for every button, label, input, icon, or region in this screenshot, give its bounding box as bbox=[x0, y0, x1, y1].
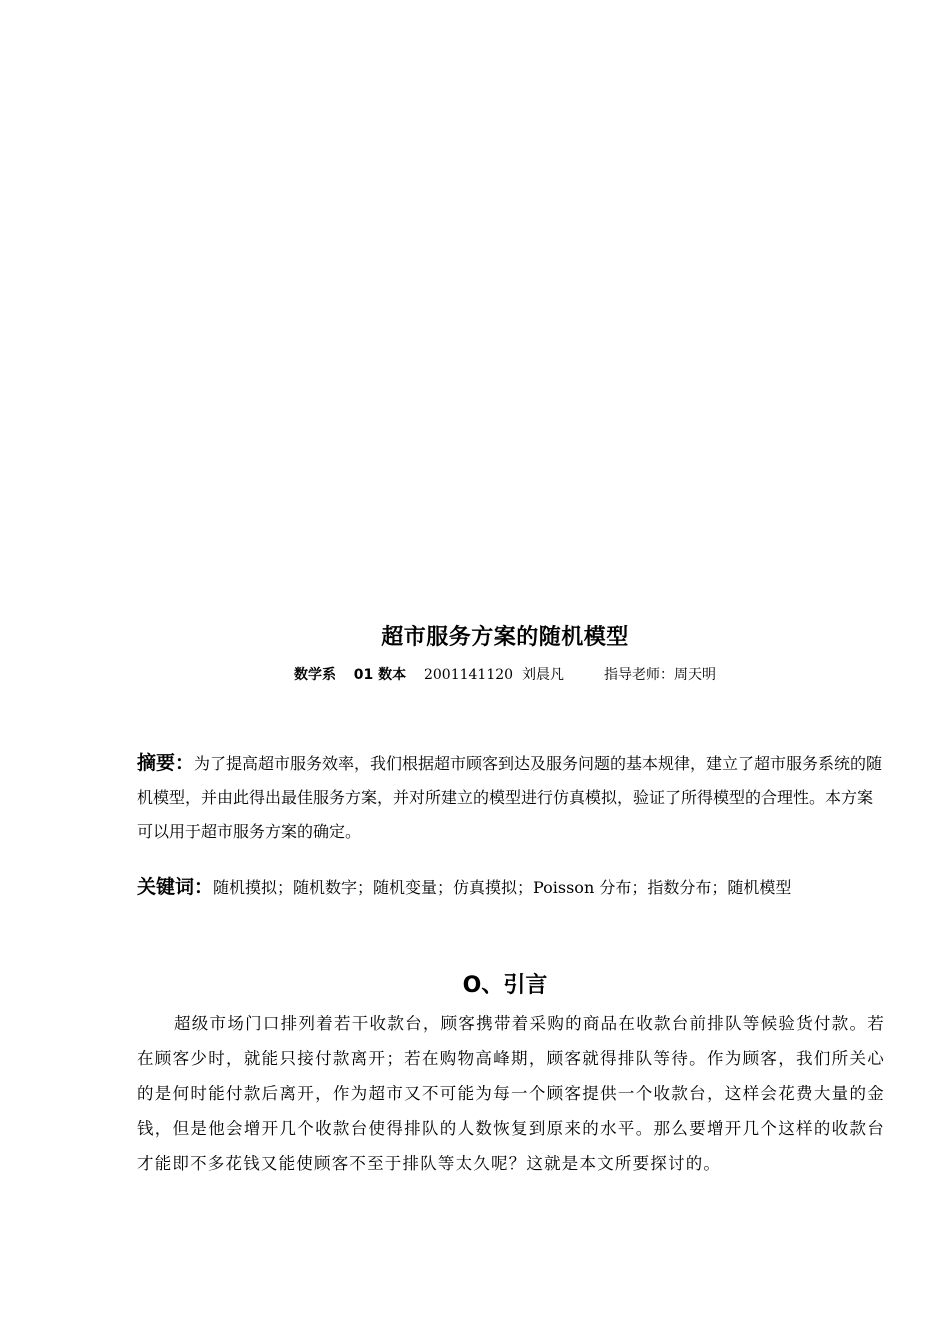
keywords-text: 随机摸拟；随机数字；随机变量；仿真摸拟；Poisson 分布；指数分布；随机模型 bbox=[213, 878, 792, 897]
abstract-label: 摘要： bbox=[137, 752, 195, 774]
abstract-text: 为了提高超市服务效率，我们根据超市顾客到达及服务问题的基本规律，建立了超市服务系统的随机模型，并由此得出最佳服务方案，并对所建立的模型进行仿真模拟，验证了所得模型的合理性。本方案可以用于超市服务方案的确定。 bbox=[137, 754, 883, 841]
paper-title: 超市服务方案的随机模型 bbox=[381, 625, 629, 650]
abstract bbox=[137, 746, 885, 849]
keywords-label: 关键词： bbox=[137, 876, 214, 898]
author-name: 刘晨凡 bbox=[521, 667, 564, 683]
student-id: 2001141120 bbox=[423, 667, 514, 683]
advisor: 指导老师：周天明 bbox=[604, 667, 717, 683]
department: 数学系 bbox=[293, 667, 336, 683]
byline bbox=[0, 664, 950, 684]
class-label: 01 数本 bbox=[353, 667, 407, 683]
introduction-paragraph: 超级市场门口排列着若干收款台，顾客携带着采购的商品在收款台前排队等候验货付款。若在顾客少时，就能只接付款离开；若在购物高峰期，顾客就得排队等待。作为顾客，我们所关心的是何时能付款后离开，作为超市又不可能为每一个顾客提供一个收款台，这样会花费大量的金钱，但是他会增开几个收款台使得排队的人数恢复到原来的水平。那么要增开几个这样的收款台才能即不多花钱又能使顾客不至于排队等太久呢？这就是本文所要探讨的。 bbox=[137, 1014, 885, 1173]
keywords bbox=[137, 870, 885, 905]
section-heading: O、引言 bbox=[462, 973, 548, 998]
